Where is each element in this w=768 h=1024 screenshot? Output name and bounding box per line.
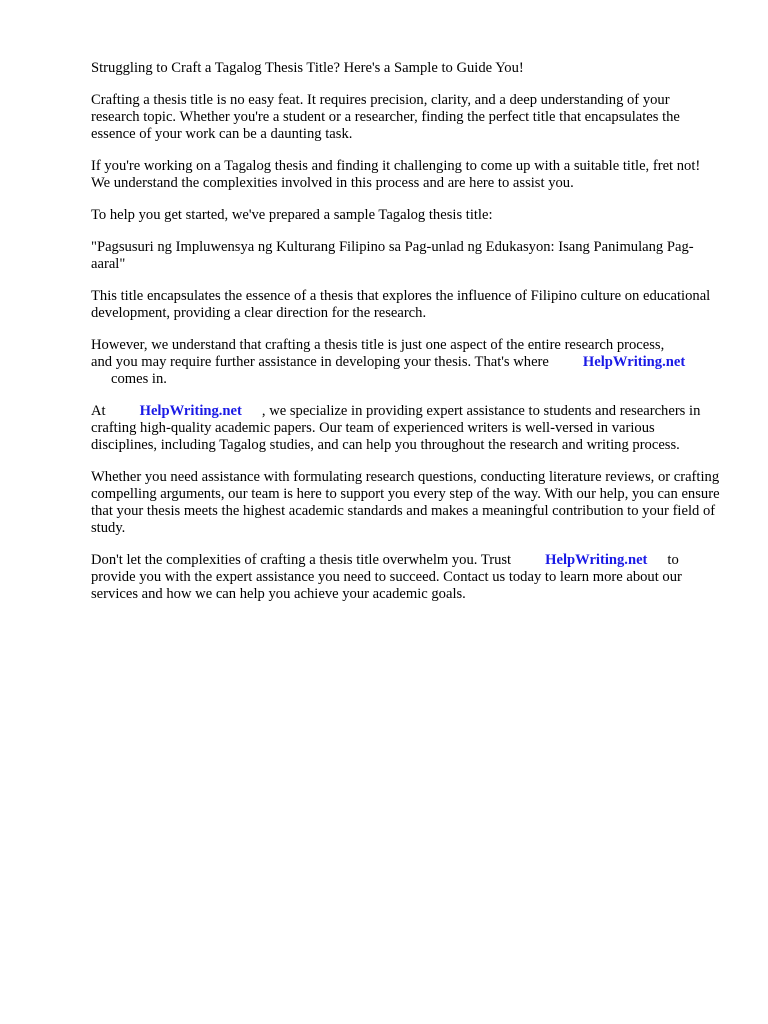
paragraph-further-assistance [91,337,721,388]
paragraph-specialize [91,403,721,454]
paragraph-support: Whether you need assistance with formulating research questions, conducting literature reviews, or crafting compelling arguments, our team is here to support you every step of the way. With our help, you can ensure that your thesis meets the highest academic standards and makes a meaningful contribution to your field of study. [91,469,720,536]
helpwriting-link-3[interactable]: HelpWriting.net [545,552,648,568]
helpwriting-link-2[interactable]: HelpWriting.net [139,403,242,419]
paragraph-further-assistance-line2: and you may require further assistance in developing your thesis. That's where [91,354,549,370]
document-heading: Struggling to Craft a Tagalog Thesis Title? Here's a Sample to Guide You! [91,60,524,76]
paragraph-title-explanation: This title encapsulates the essence of a thesis that explores the influence of Filipino culture on educational development, providing a clear direction for the research. [91,288,711,321]
paragraph-specialize-start: At [91,403,106,419]
paragraph-intro: Crafting a thesis title is no easy feat. It requires precision, clarity, and a deep understanding of your research topic. Whether you're a student or a researcher, finding the perfect title that encapsulates the essence of your work can be a daunting task. [91,92,680,142]
paragraph-specialize-rest: in crafting high-quality academic papers. Our team of experienced writers is well-versed in various disciplines, including Tagalog studies, and can help you throughout the research and writing process. [91,403,701,453]
paragraph-specialize-line1: , we specialize in providing expert assistance to students and researchers [261,403,686,419]
paragraph-tagalog-thesis: If you're working on a Tagalog thesis and finding it challenging to come up with a suitable title, fret not! We understand the complexities involved in this process and are here to assist you. [91,158,701,191]
paragraph-further-assistance-end: comes in. [111,371,167,387]
paragraph-sample-intro: To help you get started, we've prepared a sample Tagalog thesis title: [91,207,493,223]
paragraph-closing-line1: to [667,552,679,568]
paragraph-closing [91,552,721,603]
sample-thesis-title: "Pagsusuri ng Impluwensya ng Kulturang Filipino sa Pag-unlad ng Edukasyon: Isang Panimulang Pag-aaral" [91,239,694,272]
paragraph-closing-start: Don't let the complexities of crafting a thesis title overwhelm you. Trust [91,552,512,568]
helpwriting-link-1[interactable]: HelpWriting.net [582,354,686,370]
paragraph-closing-rest: provide you with the expert assistance you need to succeed. Contact us today to learn more about our services and how we can help you achieve your academic goals. [91,569,682,602]
document-body [91,60,721,618]
paragraph-further-assistance-line1: However, we understand that crafting a thesis title is just one aspect of the entire research process, [91,337,665,353]
